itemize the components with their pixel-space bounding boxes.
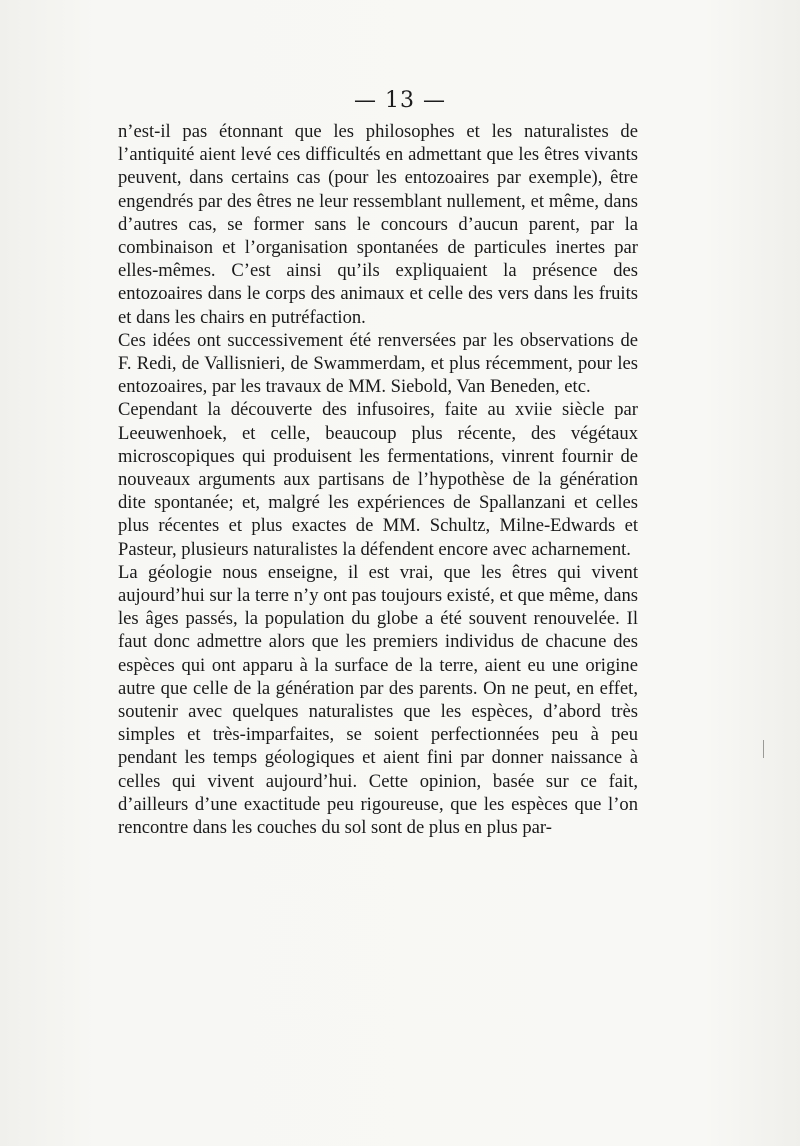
paragraph-2: Ces idées ont successivement été renversées par les observations de F. Redi, de Vallisnieri, de Swammerdam, et plus récemment, pour les entozoaires, par les travaux de MM. Siebold, Van Beneden, etc.: [118, 329, 638, 398]
scan-artifact-mark: [763, 740, 764, 758]
page-number: — 13 —: [354, 88, 446, 113]
paragraph-4: La géologie nous enseigne, il est vrai, que les êtres qui vivent aujourd’hui sur la terre n’y ont pas toujours existé, et que même, dans les âges passés, la population du globe a été souvent renouvelée. Il faut donc admettre alors que les premiers individus de chacune des espèces qui ont apparu à la surface de la terre, aient eu une origine autre que celle de la génération par des parents. On ne peut, en effet, soutenir avec quelques naturalistes que les espèces, d’abord très simples et très-imparfaites, se soient perfectionnées peu à peu pendant les temps géologiques et aient fini par donner naissance à celles qui vivent aujourd’hui. Cette opinion, basée sur ce fait, d’ailleurs d’une exactitude peu rigoureuse, que les espèces que l’on rencontre dans les couches du sol sont de plus en plus par-: [118, 561, 638, 839]
paragraph-3: Cependant la découverte des infusoires, faite au xviie siècle par Leeuwenhoek, et celle, beaucoup plus récente, des végétaux microscopiques qui produisent les fermentations, vinrent fournir de nouveaux arguments aux partisans de l’hypothèse de la génération dite spontanée; et, malgré les expériences de Spallanzani et celles plus récentes et plus exactes de MM. Schultz, Milne-Edwards et Pasteur, plusieurs naturalistes la défendent encore avec acharnement.: [118, 399, 638, 560]
body-text: [118, 120, 638, 839]
paragraph-1: n’est-il pas étonnant que les philosophes et les naturalistes de l’antiquité aient levé ces difficultés en admettant que les êtres vivants peuvent, dans certains cas (pour les entozoaires par exemple), être engendrés par des êtres ne leur ressemblant nullement, et même, dans d’autres cas, se former sans le concours d’aucun parent, par la combinaison et l’organisation spontanées de particules inertes par elles-mêmes. C’est ainsi qu’ils expliquaient la présence des entozoaires dans le corps des animaux et celle des vers dans les fruits et dans les chairs en putréfaction.: [118, 121, 638, 328]
